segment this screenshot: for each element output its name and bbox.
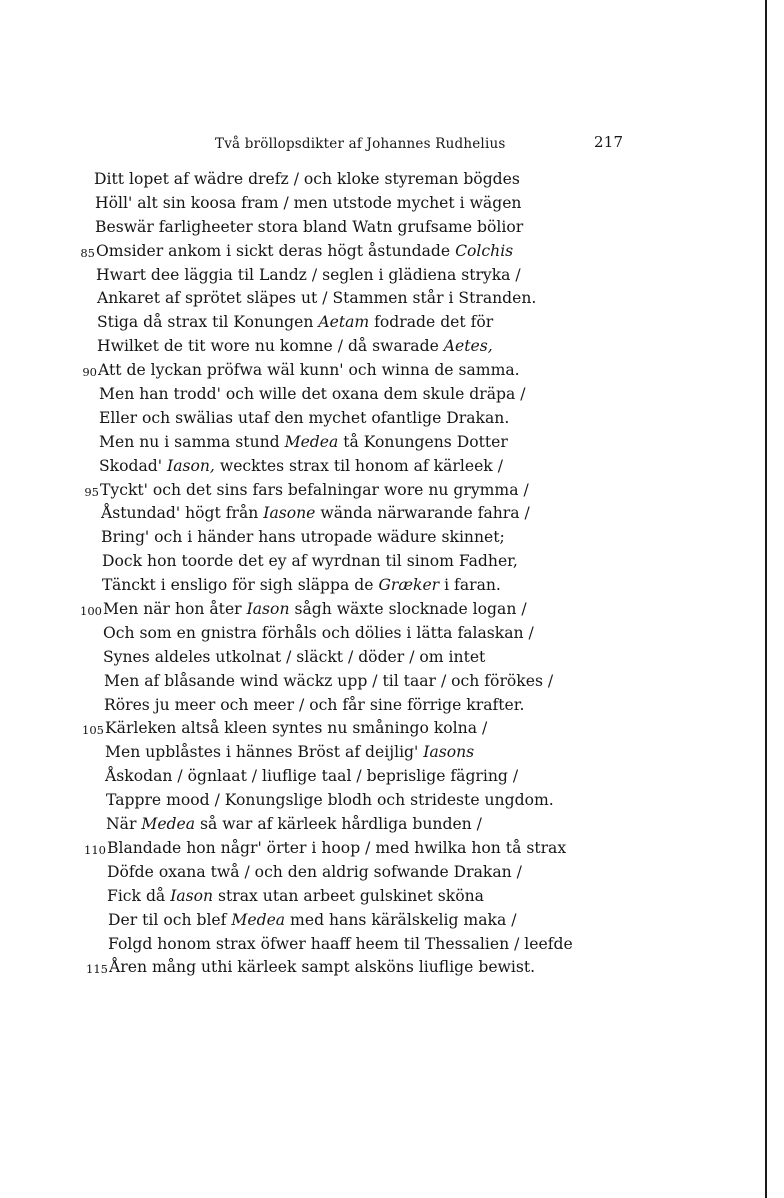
text-segment: Hwart dee läggia til Landz / seglen i glädiena stryka / [96, 265, 521, 284]
line-text [96, 264, 521, 288]
poem-line [0, 622, 784, 646]
text-segment: med hans kärälskelig maka / [285, 910, 517, 929]
text-segment: Men af blåsande wind wäckz upp / til taar / och förökes / [104, 671, 554, 690]
line-text [108, 909, 516, 933]
text-segment: Fick då [107, 886, 171, 905]
poem-line [0, 431, 784, 455]
poem-line [0, 192, 784, 216]
line-number: 85 [80, 245, 95, 260]
line-text [105, 765, 518, 789]
line-text [99, 431, 508, 455]
line-number: 105 [82, 723, 104, 738]
poem-line [0, 933, 784, 957]
line-text [108, 933, 573, 957]
text-segment: Omsider ankom i sickt deras högt åstundade [96, 241, 456, 260]
text-segment: Dock hon toorde det ey af wyrdnan til sinom Fadher, [102, 552, 518, 571]
italic-name: Iason, [167, 456, 215, 475]
line-text [95, 216, 523, 240]
italic-name: Græker [378, 576, 440, 595]
line-text [106, 789, 554, 813]
line-text [109, 956, 535, 980]
poem-line [0, 956, 784, 980]
line-text [105, 717, 487, 741]
poem-line [0, 335, 784, 359]
poem-line [0, 526, 784, 550]
text-segment: Blandade hon någr' örter i hoop / med hwilka hon tå strax [107, 838, 567, 857]
line-text [107, 885, 484, 909]
page-number: 217 [594, 133, 624, 151]
poem-body [0, 168, 784, 980]
text-segment: Tappre mood / Konungslige blodh och strideste ungdom. [106, 791, 554, 810]
line-text [97, 335, 493, 359]
poem-line [0, 216, 784, 240]
italic-name: Aetes, [443, 337, 493, 356]
line-text [102, 574, 501, 598]
text-segment: Röres ju meer och meer / och får sine förrige krafter. [104, 695, 525, 714]
poem-line [0, 717, 784, 741]
poem-line [0, 909, 784, 933]
running-title: Två bröllopsdikter af Johannes Rudhelius [215, 136, 506, 152]
poem-line [0, 765, 784, 789]
line-text [105, 741, 474, 765]
text-segment: Eller och swälias utaf den mychet ofantlige Drakan. [99, 408, 510, 427]
text-segment: fodrade det för [369, 313, 494, 332]
line-text [99, 383, 526, 407]
poem-line [0, 670, 784, 694]
text-segment: Att de lyckan pröfwa wäl kunn' och winna de samma. [98, 361, 520, 380]
italic-name: Medea [284, 432, 339, 451]
text-segment: Tyckt' och det sins fars befalningar wore nu grymma / [100, 480, 529, 499]
line-number: 100 [80, 604, 102, 619]
text-segment: Ditt lopet af wädre drefz / och kloke styreman bögdes [94, 170, 520, 188]
poem-line [0, 789, 784, 813]
line-text [99, 407, 509, 431]
poem-line [0, 813, 784, 837]
line-text [106, 813, 482, 837]
line-number: 90 [82, 365, 97, 380]
text-segment: Åskodan / ögnlaat / liuflige taal / beprislige fägring / [105, 767, 519, 786]
line-text [98, 359, 520, 383]
poem-line [0, 741, 784, 765]
line-text [104, 670, 553, 694]
line-number: 95 [84, 484, 99, 499]
italic-name: Iasons [423, 743, 475, 762]
poem-line [0, 264, 784, 288]
line-text [107, 861, 522, 885]
text-segment: så war af kärleek hårdliga bunden / [195, 815, 482, 834]
text-segment: Men han trodd' och wille det oxana dem skule dräpa / [99, 385, 526, 404]
text-segment: Kärleken altså kleen syntes nu småningo kolna / [105, 719, 488, 738]
text-segment: Döfde oxana twå / och den aldrig sofwande Drakan / [107, 862, 522, 881]
line-text [103, 598, 527, 622]
poem-line [0, 359, 784, 383]
poem-line [0, 646, 784, 670]
italic-name: Colchis [455, 241, 514, 260]
text-segment: Beswär farligheeter stora bland Watn grufsame bölior [95, 217, 524, 236]
line-number: 110 [84, 842, 106, 857]
line-text [101, 526, 505, 550]
text-segment: Synes aldeles utkolnat / släckt / döder / om intet [103, 647, 486, 666]
line-text [94, 168, 520, 192]
text-segment: Men när hon åter [103, 600, 247, 619]
text-segment: När [106, 815, 142, 834]
text-segment: Folgd honom strax öfwer haaff heem til Thessalien / leefde [108, 934, 573, 953]
line-text [107, 837, 566, 861]
text-segment: Hwilket de tit wore nu komne / då swarade [97, 337, 444, 356]
text-segment: wecktes strax til honom af kärleek / [214, 456, 503, 475]
text-segment: Skodad' [99, 456, 168, 475]
poem-line [0, 383, 784, 407]
poem-line [0, 861, 784, 885]
text-segment: Bring' och i händer hans utropade wädure skinnet; [101, 528, 505, 547]
text-segment: Höll' alt sin koosa fram / men utstode mychet i wägen [95, 193, 522, 212]
poem-line [0, 574, 784, 598]
italic-name: Iason [246, 600, 290, 619]
line-text [96, 240, 513, 264]
line-text [103, 646, 485, 670]
text-segment: Åstundad' högt från [101, 504, 264, 523]
poem-line [0, 455, 784, 479]
italic-name: Medea [141, 815, 196, 834]
poem-line [0, 694, 784, 718]
poem-line [0, 240, 784, 264]
line-text [103, 622, 534, 646]
italic-name: Iason [170, 886, 214, 905]
line-text [97, 311, 493, 335]
text-segment: strax utan arbeet gulskinet sköna [213, 886, 484, 905]
text-segment: Men upblåstes i hännes Bröst af deijlig' [105, 743, 424, 762]
text-segment: Åren mång uthi kärleek sampt alsköns liuflige bewist. [109, 958, 536, 977]
line-text [104, 694, 524, 718]
poem-line [0, 287, 784, 311]
poem-line [0, 311, 784, 335]
text-segment: Ankaret af sprötet släpes ut / Stammen står i Stranden. [97, 289, 537, 308]
text-segment: sågh wäxte slocknade logan / [289, 600, 527, 619]
line-text [100, 479, 529, 503]
text-segment: Der til och blef [108, 910, 232, 929]
poem-line [0, 885, 784, 909]
text-segment: tå Konungens Dotter [338, 432, 508, 451]
poem-line [0, 598, 784, 622]
line-number: 115 [86, 962, 108, 977]
line-text [102, 550, 518, 574]
text-segment: Stiga då strax til Konungen [97, 313, 319, 332]
line-text [99, 455, 503, 479]
text-segment: wända närwarande fahra / [315, 504, 530, 523]
line-text [101, 502, 530, 526]
poem-line [0, 502, 784, 526]
italic-name: Aetam [318, 313, 370, 332]
page-header [0, 132, 784, 156]
line-text [95, 192, 521, 216]
text-segment: Tänckt i ensligo för sigh släppa de [102, 576, 379, 595]
poem-line [0, 479, 784, 503]
italic-name: Medea [231, 910, 286, 929]
italic-name: Iasone [263, 504, 316, 523]
text-segment: Och som en gnistra förhåls och dölies i lätta falaskan / [103, 623, 534, 642]
text-segment: i faran. [439, 576, 501, 595]
poem-line [0, 550, 784, 574]
text-segment: Men nu i samma stund [99, 432, 285, 451]
poem-line [0, 407, 784, 431]
poem-line [0, 168, 784, 192]
line-text [97, 287, 536, 311]
poem-line [0, 837, 784, 861]
